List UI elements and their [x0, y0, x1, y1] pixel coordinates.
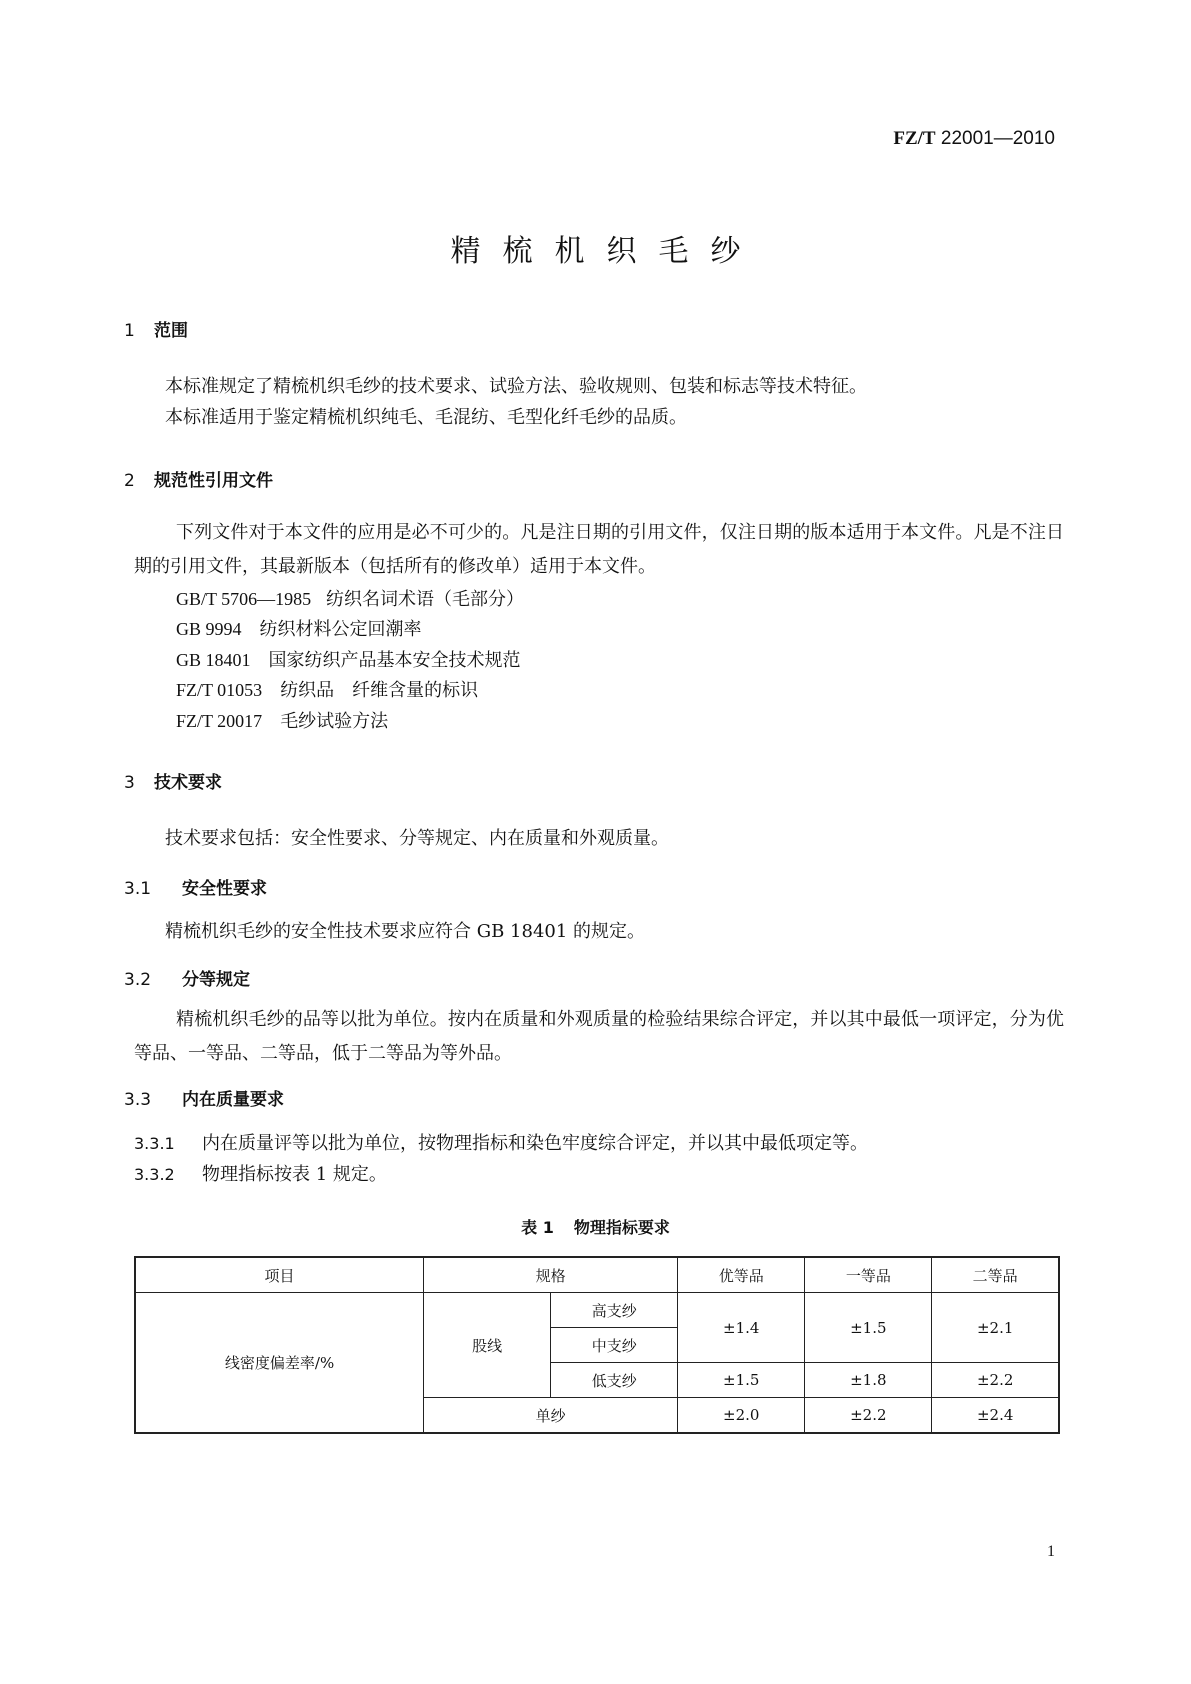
standard-code [893, 128, 1055, 150]
clause-number: 3.3.2 [134, 1165, 175, 1184]
table-header-row [135, 1257, 1059, 1293]
section-title: 安全性要求 [182, 879, 267, 899]
value-cell: ±1.4 [678, 1293, 805, 1363]
reference-code: GB 9994 [176, 619, 242, 639]
physical-indicators-table [134, 1256, 1060, 1434]
section-3-3-heading [124, 1085, 284, 1110]
table-row [135, 1293, 1059, 1328]
ply-yarn-cell: 股线 [424, 1293, 551, 1398]
value-cell: ±2.0 [678, 1398, 805, 1434]
value-cell: ±2.1 [932, 1293, 1059, 1363]
value-cell: ±1.8 [805, 1363, 932, 1398]
section-3-heading [124, 768, 222, 793]
standard-prefix: FZ/T [893, 128, 936, 149]
section-3-2-heading [124, 965, 250, 990]
reference-code: GB/T 5706—1985 [176, 589, 312, 609]
reference-title: 纺织名词术语（毛部分） [326, 589, 524, 610]
document-title: 精梳机织毛纱 [450, 234, 763, 269]
reference-title: 纺织品 纤维含量的标识 [280, 680, 479, 701]
value-cell: ±1.5 [678, 1363, 805, 1398]
section-3-1-heading [124, 874, 267, 899]
item-cell: 线密度偏差率/% [135, 1293, 424, 1434]
value-cell: ±2.4 [932, 1398, 1059, 1434]
section-title: 规范性引用文件 [154, 471, 273, 491]
section-number: 3.3 [124, 1090, 152, 1110]
reference-item [176, 707, 388, 733]
safety-text: 精梳机织毛纱的安全性技术要求应符合 GB 18401 的规定。 [165, 921, 646, 942]
header-spec: 规格 [424, 1257, 678, 1293]
low-count-cell: 低支纱 [551, 1363, 678, 1398]
section-2-heading [124, 466, 273, 491]
reference-code: GB 18401 [176, 650, 251, 670]
reference-title: 国家纺织产品基本安全技术规范 [268, 650, 521, 671]
section-title: 范围 [154, 321, 188, 341]
mid-count-cell: 中支纱 [551, 1328, 678, 1363]
table-title: 物理指标要求 [573, 1218, 670, 1237]
references-intro: 下列文件对于本文件的应用是必不可少的。凡是注日期的引用文件，仅注日期的版本适用于本文件。凡是不注日期的引用文件，其最新版本（包括所有的修改单）适用于本文件。 [134, 522, 1064, 577]
clause-text: 物理指标按表 1 规定。 [202, 1164, 387, 1185]
value-cell: ±2.2 [932, 1363, 1059, 1398]
reference-item [176, 585, 524, 611]
section-number: 2 [124, 471, 135, 491]
reference-item [176, 646, 521, 672]
scope-paragraph-2: 本标准适用于鉴定精梳机织纯毛、毛混纺、毛型化纤毛纱的品质。 [165, 407, 687, 428]
clause-text: 内在质量评等以批为单位，按物理指标和染色牢度综合评定，并以其中最低项定等。 [202, 1133, 868, 1154]
section-title: 分等规定 [182, 970, 250, 990]
standard-number: 22001—2010 [940, 128, 1055, 149]
scope-paragraph-1: 本标准规定了精梳机织毛纱的技术要求、试验方法、验收规则、包装和标志等技术特征。 [165, 376, 867, 397]
header-grade-premium: 优等品 [678, 1257, 805, 1293]
value-cell: ±1.5 [805, 1293, 932, 1363]
clause-number: 3.3.1 [134, 1134, 175, 1153]
table-1-caption [0, 1215, 1191, 1238]
section-number: 3.1 [124, 879, 152, 899]
high-count-cell: 高支纱 [551, 1293, 678, 1328]
reference-item [176, 676, 478, 702]
page-number: 1 [1047, 1543, 1055, 1560]
reference-code: FZ/T 01053 [176, 680, 263, 700]
reference-item [176, 615, 422, 641]
section-number: 3 [124, 773, 135, 793]
section-number: 3.2 [124, 970, 152, 990]
reference-code: FZ/T 20017 [176, 711, 263, 731]
header-grade-first: 一等品 [805, 1257, 932, 1293]
table-number: 表 1 [521, 1218, 554, 1237]
single-yarn-cell: 单纱 [424, 1398, 678, 1434]
reference-title: 纺织材料公定回潮率 [259, 619, 422, 640]
grading-text: 精梳机织毛纱的品等以批为单位。按内在质量和外观质量的检验结果综合评定，并以其中最低一项评定，分为优等品、一等品、二等品，低于二等品为等外品。 [134, 1009, 1064, 1064]
header-item: 项目 [135, 1257, 424, 1293]
header-grade-second: 二等品 [932, 1257, 1059, 1293]
clause-3-3-1 [134, 1129, 868, 1155]
section-1-heading [124, 316, 188, 341]
section-title: 内在质量要求 [182, 1090, 284, 1110]
requirements-intro: 技术要求包括：安全性要求、分等规定、内在质量和外观质量。 [165, 828, 669, 849]
reference-title: 毛纱试验方法 [280, 711, 389, 732]
clause-3-3-2 [134, 1160, 387, 1186]
section-number: 1 [124, 321, 135, 341]
value-cell: ±2.2 [805, 1398, 932, 1434]
section-title: 技术要求 [154, 773, 222, 793]
